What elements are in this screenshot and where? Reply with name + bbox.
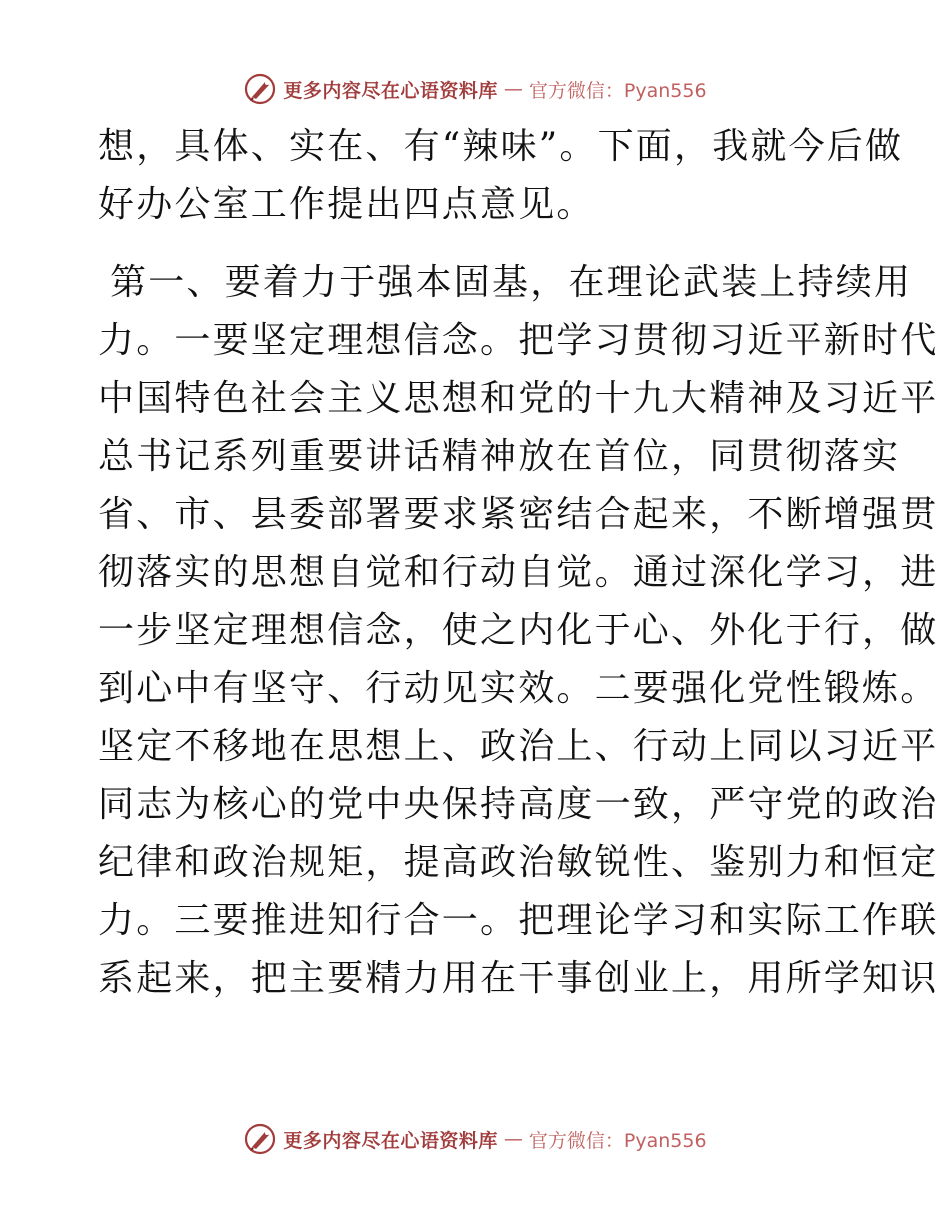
banner-title: 更多内容尽在心语资料库 xyxy=(283,1129,498,1152)
text-line: 系起来，把主要精力用在干事创业上，用所学知识 xyxy=(98,958,939,999)
pen-logo-icon xyxy=(243,72,277,106)
text-line: 力。三要推进知行合一。把理论学习和实际工作联 xyxy=(98,900,939,941)
text-line: 纪律和政治规矩，提高政治敏锐性、鉴别力和恒定 xyxy=(98,842,939,883)
text-line: 好办公室工作提出四点意见。 xyxy=(98,184,595,225)
text-line: 到心中有坚守、行动见实效。二要强化党性锻炼。 xyxy=(98,668,939,709)
pen-logo-icon xyxy=(243,1122,277,1156)
text-line: 一步坚定理想信念，使之内化于心、外化于行，做 xyxy=(98,610,939,651)
footer-watermark-banner xyxy=(0,1122,950,1156)
paragraph xyxy=(98,254,939,1008)
header-watermark-banner xyxy=(0,72,950,106)
banner-wechat: 官方微信：Pyan556 xyxy=(528,79,707,102)
text-line: 省、市、县委部署要求紧密结合起来，不断增强贯 xyxy=(98,494,939,535)
paragraph xyxy=(98,118,904,234)
banner-separator: — xyxy=(503,1128,523,1150)
text-line: 坚定不移地在思想上、政治上、行动上同以习近平 xyxy=(98,726,939,767)
banner-title: 更多内容尽在心语资料库 xyxy=(283,79,498,102)
text-line: 第一、要着力于强本固基，在理论武装上持续用 xyxy=(110,262,913,303)
text-line: 同志为核心的党中央保持高度一致，严守党的政治 xyxy=(98,784,939,825)
banner-separator: — xyxy=(503,78,523,100)
text-line: 彻落实的思想自觉和行动自觉。通过深化学习，进 xyxy=(98,552,939,593)
banner-wechat: 官方微信：Pyan556 xyxy=(528,1129,707,1152)
text-line: 总书记系列重要讲话精神放在首位，同贯彻落实 xyxy=(98,436,901,477)
text-line: 中国特色社会主义思想和党的十九大精神及习近平 xyxy=(98,378,939,419)
document-body xyxy=(98,118,939,1008)
text-line: 力。一要坚定理想信念。把学习贯彻习近平新时代 xyxy=(98,320,939,361)
text-line: 想，具体、实在、有“辣味”。下面，我就今后做 xyxy=(98,126,904,167)
